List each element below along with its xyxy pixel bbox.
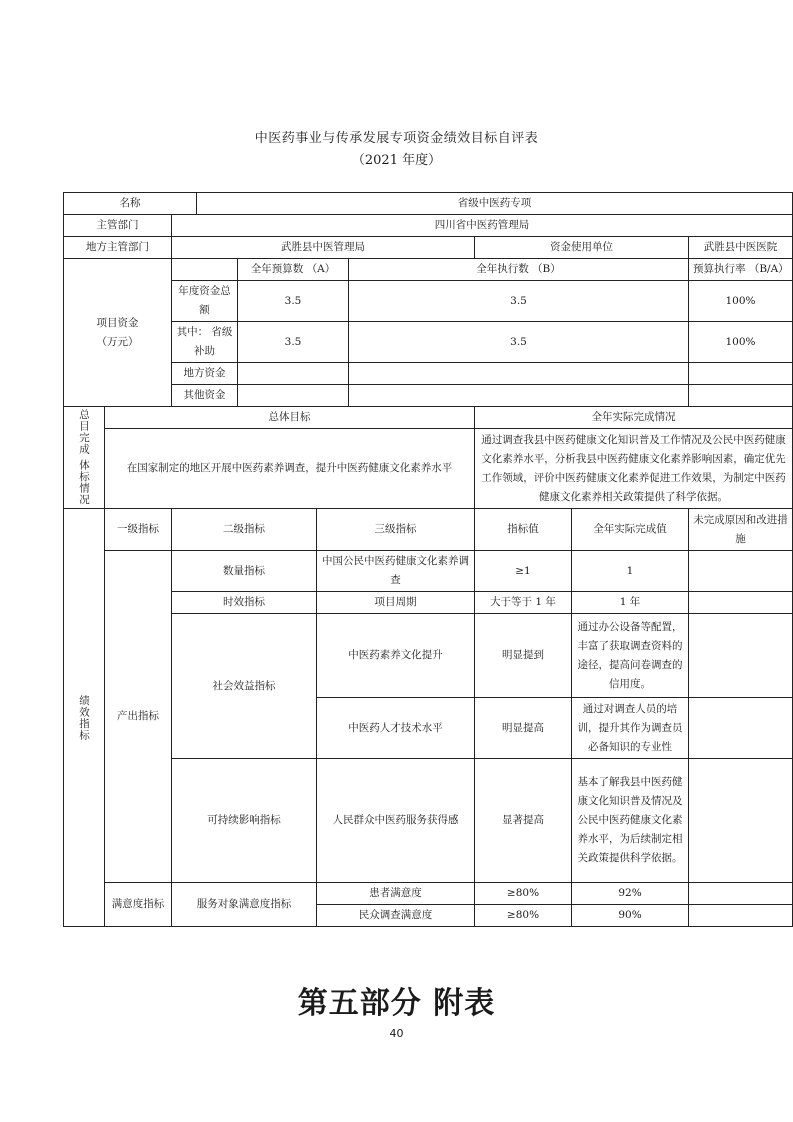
satis2-reason xyxy=(689,905,793,927)
form-title: 中医药事业与传承发展专项资金绩效目标自评表 xyxy=(254,131,539,146)
time-item: 项目周期 xyxy=(317,592,475,614)
satis2-actual: 90% xyxy=(572,905,689,927)
quantity-target: ≥1 xyxy=(475,551,572,592)
done-text: 通过调查我县中医药健康文化知识普及工作情况及公民中医药健康文化素养水平，分析我县中医药健康文化素养影响因素，确定优先工作领域，评价中医药健康文化素养促进工作效果，为制定中医药健康文化素养相关政策提供了科学依据。 xyxy=(475,429,793,509)
time-target: 大于等于 1 年 xyxy=(475,592,572,614)
fund-row-label: 其中： 省级补助 xyxy=(172,322,238,363)
social-label: 社会效益指标 xyxy=(172,614,317,759)
fund-row-b: 3.5 xyxy=(349,281,689,322)
fund-row-rate xyxy=(689,385,793,407)
h-target: 指标值 xyxy=(475,509,572,551)
satis1-target: ≥80% xyxy=(475,883,572,905)
col-rate-header: 预算执行率 （B/A） xyxy=(689,259,793,281)
self-evaluation-table xyxy=(63,192,793,927)
goal-header: 总体目标 xyxy=(105,407,475,429)
time-actual: 1 年 xyxy=(572,592,689,614)
dept-label: 主管部门 xyxy=(64,215,172,237)
social2-reason xyxy=(689,698,793,759)
form-year: （2021 年度） xyxy=(351,153,442,168)
social1-target: 明显提到 xyxy=(475,614,572,698)
perf-label: 绩效指标 xyxy=(78,694,90,741)
unit-label: 资金使用单位 xyxy=(475,237,689,259)
quantity-item: 中国公民中医药健康文化素养调查 xyxy=(317,551,475,592)
time-label: 时效指标 xyxy=(172,592,317,614)
fund-row-rate: 100% xyxy=(689,281,793,322)
sustain-item: 人民群众中医药服务获得感 xyxy=(317,759,475,883)
fund-row-rate xyxy=(689,363,793,385)
social2-actual: 通过对调查人员的培训，提升其作为调查员必备知识的专业性 xyxy=(572,698,689,759)
social1-actual: 通过办公设备等配置，丰富了获取调查资料的途径，提高问卷调查的信用度。 xyxy=(572,614,689,698)
h-level3: 三级指标 xyxy=(317,509,475,551)
goal-side-label: 总目完成 体标情况 xyxy=(78,409,90,506)
satis1-actual: 92% xyxy=(572,883,689,905)
sustain-actual: 基本了解我县中医药健康文化知识普及情况及公民中医药健康文化素养水平，为后续制定相关政策提供科学依据。 xyxy=(572,759,689,883)
unit-value: 武胜县中医医院 xyxy=(689,237,793,259)
funds-label: 项目资金 xyxy=(96,316,139,329)
dept-value: 四川省中医药管理局 xyxy=(172,215,793,237)
satis1-reason xyxy=(689,883,793,905)
section-heading: 第五部分 附表 xyxy=(297,986,496,1021)
name-label: 名称 xyxy=(64,193,197,215)
fund-row-b xyxy=(349,385,689,407)
h-level1: 一级指标 xyxy=(105,509,172,551)
goal-text: 在国家制定的地区开展中医药素养调查，提升中医药健康文化素养水平 xyxy=(105,429,475,509)
fund-row-label: 地方资金 xyxy=(172,363,238,385)
local-dept-label: 地方主管部门 xyxy=(64,237,172,259)
social1-item: 中医药素养文化提升 xyxy=(317,614,475,698)
time-reason xyxy=(689,592,793,614)
satis-sub: 服务对象满意度指标 xyxy=(172,883,317,927)
h-reason: 未完成原因和改进措施 xyxy=(689,509,793,551)
perf-label-cell xyxy=(64,509,105,927)
social2-item: 中医药人才技术水平 xyxy=(317,698,475,759)
funds-label-cell xyxy=(64,259,172,407)
fund-row-a xyxy=(238,385,349,407)
done-header: 全年实际完成情况 xyxy=(475,407,793,429)
funds-unit: （万元） xyxy=(96,335,139,348)
satis-label: 满意度指标 xyxy=(105,883,172,927)
col-b-header: 全年执行数 （B） xyxy=(349,259,689,281)
fund-row-b: 3.5 xyxy=(349,322,689,363)
fund-row-a xyxy=(238,363,349,385)
fund-row-b xyxy=(349,363,689,385)
sustain-reason xyxy=(689,759,793,883)
page-number: 40 xyxy=(389,1027,404,1040)
fund-row-label: 年度资金总额 xyxy=(172,281,238,322)
satis2-target: ≥80% xyxy=(475,905,572,927)
sustain-target: 显著提高 xyxy=(475,759,572,883)
satis2-item: 民众调查满意度 xyxy=(317,905,475,927)
fund-row-label: 其他资金 xyxy=(172,385,238,407)
social1-reason xyxy=(689,614,793,698)
fund-row-a: 3.5 xyxy=(238,281,349,322)
col-a-header: 全年预算数 （A） xyxy=(238,259,349,281)
quantity-reason xyxy=(689,551,793,592)
fund-row-a: 3.5 xyxy=(238,322,349,363)
output-label: 产出指标 xyxy=(105,551,172,883)
fund-row-rate: 100% xyxy=(689,322,793,363)
funds-header-blank xyxy=(172,259,238,281)
satis1-item: 患者满意度 xyxy=(317,883,475,905)
social2-target: 明显提高 xyxy=(475,698,572,759)
quantity-actual: 1 xyxy=(572,551,689,592)
h-level2: 二级指标 xyxy=(172,509,317,551)
name-value: 省级中医药专项 xyxy=(197,193,793,215)
local-dept-value: 武胜县中医管理局 xyxy=(172,237,475,259)
sustain-label: 可持续影响指标 xyxy=(172,759,317,883)
h-actual: 全年实际完成值 xyxy=(572,509,689,551)
quantity-label: 数量指标 xyxy=(172,551,317,592)
goal-side-label-cell xyxy=(64,407,105,509)
